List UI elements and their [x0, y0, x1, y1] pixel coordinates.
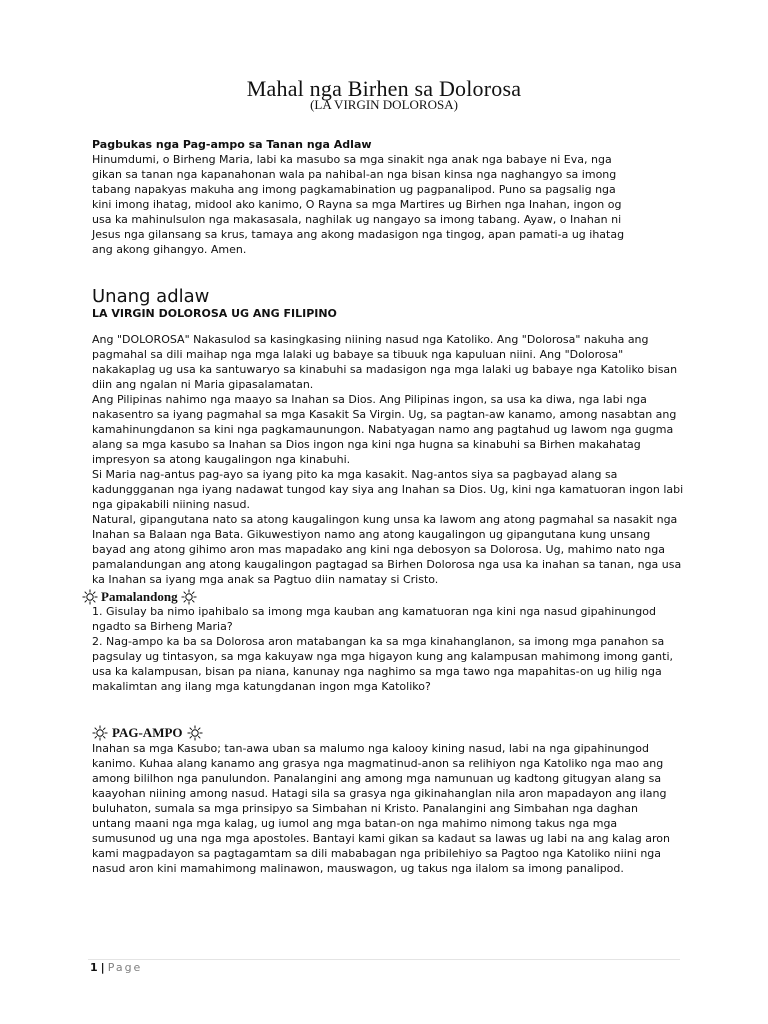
text-line: makalimtan ang ilang mga katungdanan ingon mga Katoliko? [92, 680, 431, 693]
text-line: among bililhon nga panulundon. Panalangini ang among mga namunuan ug kadtong gitugyan alang sa [92, 772, 662, 785]
sun-ornament-icon [92, 725, 108, 741]
day-subheading: LA VIRGIN DOLOROSA UG ANG FILIPINO [92, 307, 337, 320]
text-line: usa ka kalampusan, bisan pa niana, kanunay nga naghimo sa mga tawo nga mapahitas-on ug hilig nga [92, 665, 662, 678]
text-line: Si Maria nag-antus pag-ayo sa iyang pito ka mga kasakit. Nag-antos siya sa pagbayad alang sa [92, 468, 618, 481]
page-title: Mahal nga Birhen sa Dolorosa [246, 76, 522, 101]
page-label: Page [107, 961, 143, 974]
pamalandong-heading [82, 589, 197, 605]
text-line: diin ang ngalan ni Maria gipasalamatan. [92, 378, 314, 391]
text-line: 1. Gisulay ba nimo ipahibalo sa imong mga kauban ang kamatuoran nga kini nga nasud gipahinungod [92, 605, 656, 618]
text-line: usa ka mahinulsulon nga makasasala, naghilak ug nangayo sa imong tabang. Ayaw, o Inahan ni [92, 213, 622, 226]
text-line: nakasentro sa iyang pagmahal sa mga Kasakit Sa Virgin. Ug, sa pagtan-aw kanamo, among nasabtan ang [92, 408, 677, 421]
text-line: 2. Nag-ampo ka ba sa Dolorosa aron matabangan ka sa mga kinahanglanon, sa imong mga panahon sa [92, 635, 665, 648]
text-line: Inahan sa mga Kasubo; tan-awa uban sa malumo nga kalooy kining nasud, labi na nga gipahinungod [92, 742, 650, 755]
day-reflection-text [92, 332, 684, 587]
text-line: kadunggganan nga iyang nadawat tungod kay siya ang Inahan sa Dios. Ug, kini nga kamatuoran ingon labi [92, 483, 684, 496]
text-line: ang akong gihangyo. Amen. [92, 243, 247, 256]
text-line: pagmahal sa dili maihap nga mga lalaki ug babaye sa tibuuk nga kapuluan niini. Ang "Dolorosa" [92, 348, 624, 361]
page-subtitle: (LA VIRGIN DOLOROSA) [310, 97, 458, 112]
text-line: gikan sa tanan nga kapanahonan wala pa nahibal-an nga bisan kinsa nga naghangyo sa imong [92, 168, 617, 181]
text-line: alang sa mga kasubo sa Inahan sa Dios ingon nga kini nga hugna sa kinabuhi sa Birhen makahatag [92, 438, 641, 451]
pamalandong-label: Pamalandong [101, 589, 178, 604]
text-line: ka Inahan sa iyang mga anak sa Pagtuo diin namatay si Cristo. [92, 573, 439, 586]
text-line: nga gipakabili niining nasud. [92, 498, 250, 511]
text-line: Ang Pilipinas nahimo nga maayo sa Inahan sa Dios. Ang Pilipinas ingon, sa usa ka diwa, nga labi nga [92, 393, 647, 406]
text-line: Natural, gipangutana nato sa atong kaugalingon kung unsa ka lawom ang atong pagmahal sa nasakit nga [92, 513, 678, 526]
text-line: pagsulay ug tintasyon, sa mga kakuyaw nga mga higayon kung ang kalampusan mahimong imong ganti, [92, 650, 674, 663]
opening-prayer-heading: Pagbukas nga Pag-ampo sa Tanan nga Adlaw [92, 138, 372, 151]
pagampo-text [92, 741, 684, 876]
text-line: Inahan sa Balaan nga Bata. Gikuwestiyon namo ang atong kaugalingon ug gipangutana kung unsang [92, 528, 651, 541]
text-line: pamalandungan ang atong kaugalingon pagtagad sa Birhen Dolorosa nga usa ka inahan sa tanan, nga usa [92, 558, 682, 571]
text-line: nasud aron kini mamahimong malinawon, mauswagon, ug takus nga ilalom sa imong panalipod. [92, 862, 624, 875]
text-line: Ang "DOLOROSA" Nakasulod sa kasingkasing niining nasud nga Katoliko. Ang "Dolorosa" nakuha ang [92, 333, 649, 346]
text-line: Jesus nga gilansang sa krus, tamaya ang akong madasigon nga tingog, apan pamati-a ug ihatag [92, 228, 625, 241]
text-line: buluhaton, sumala sa mga prinsipyo sa Simbahan ni Kristo. Panalangini ang Simbahan nga daghan [92, 802, 638, 815]
sun-ornament-icon [187, 725, 203, 741]
text-line: impresyon sa atong kaugalingon nga kinabuhi. [92, 453, 351, 466]
page-footer [90, 961, 142, 975]
footer-divider [88, 959, 680, 960]
pamalandong-text [92, 604, 684, 694]
footer-separator: | [100, 961, 105, 974]
text-line: kamahinungdanon sa kini nga pagkamaunungon. Nabatyagan namo ang pagtahud ug lawom nga gugma [92, 423, 674, 436]
text-line: ngadto sa Birheng Maria? [92, 620, 233, 633]
page-number: 1 [90, 961, 98, 974]
text-line: nakakaplag ug usa ka santuwaryo sa kinabuhi sa madasigon nga mga lalaki ug babaye nga Katoliko bisan [92, 363, 678, 376]
pagampo-label: PAG-AMPO [112, 725, 183, 740]
day-heading: Unang adlaw [92, 286, 210, 307]
opening-prayer-text [92, 152, 684, 257]
text-line: kami magpadayon sa pagtagamtam sa dili mababagan nga pribilehiyo sa Pagtoo nga Katoliko niini nga [92, 847, 662, 860]
text-line: kanimo. Kuhaa alang kanamo ang grasya nga magmatinud-anon sa relihiyon nga Katoliko nga mao ang [92, 757, 664, 770]
text-line: untang maani nga mga kalag, ug iumol ang mga batan-on nga mahimo nimong takus nga mga [92, 817, 618, 830]
text-line: kaayohan niining among nasud. Hatagi sila sa grasya nga gikinahanglan nila aron mapadayon ang ilang [92, 787, 667, 800]
sun-ornament-icon [82, 589, 98, 605]
sun-ornament-icon [181, 589, 197, 605]
text-line: kini imong ihatag, midool ako kanimo, O Rayna sa mga Martires ug Birhen nga Inahan, ingon og [92, 198, 622, 211]
text-line: sumusunod ug una nga mga apostoles. Bantayi kami gikan sa kadaut sa lawas ug labi na ang kalag aron [92, 832, 671, 845]
text-line: tabang napakyas makuha ang imong pagkamabination ug pagpanalipod. Puno sa pagsalig nga [92, 183, 616, 196]
text-line: Hinumdumi, o Birheng Maria, labi ka masubo sa mga sinakit nga anak nga babaye ni Eva, nga [92, 153, 612, 166]
text-line: bayad ang atong gihimo aron mas mapadako ang kini nga debosyon sa Dolorosa. Ug, mahimo nato nga [92, 543, 665, 556]
pagampo-heading [92, 725, 203, 741]
